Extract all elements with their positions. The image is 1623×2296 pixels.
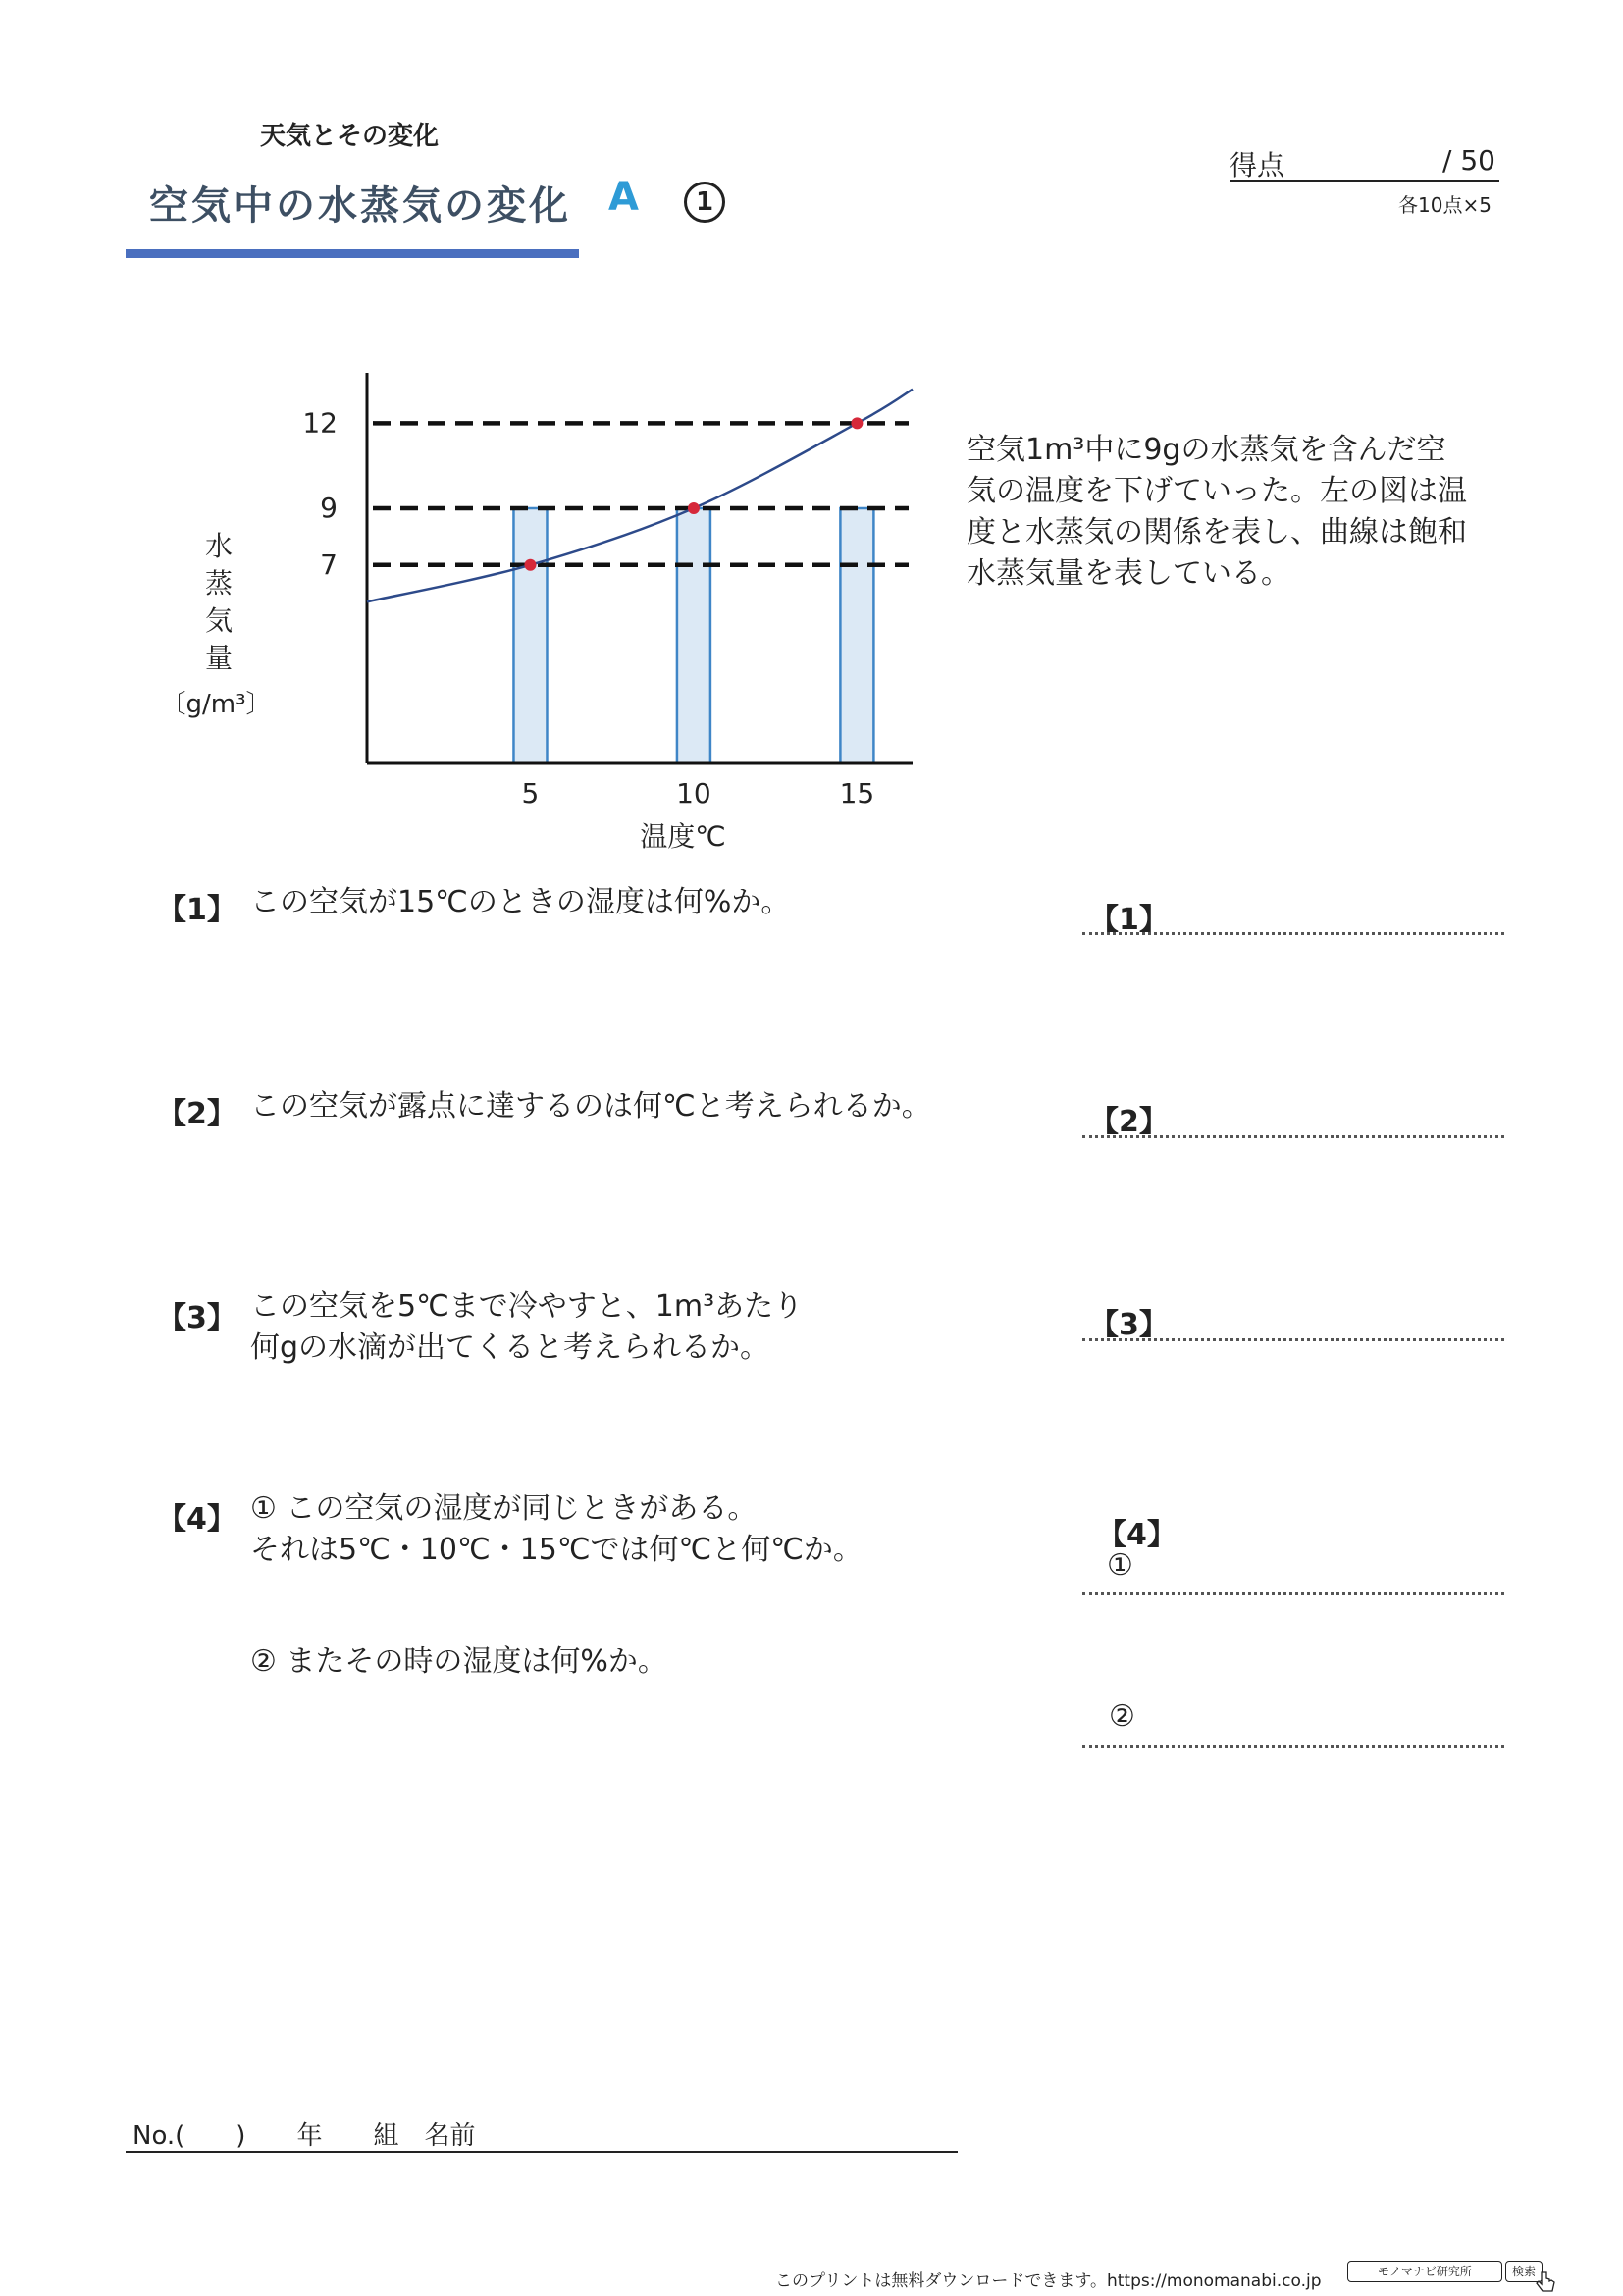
question-3-number: 【3】 [157,1301,236,1335]
x-axis-label: 温度℃ [640,820,726,853]
question-2-text: この空気が露点に達するのは何℃と考えられるか。 [250,1089,931,1123]
answer-3-field[interactable] [1082,1338,1504,1341]
title-underline [126,249,579,258]
x-tick-label-5: 5 [521,777,540,809]
description-line: 空気1m³中に9gの水蒸気を含んだ空 [967,433,1446,467]
search-button[interactable]: 検索 [1505,2261,1543,2282]
score-box [1230,142,1499,182]
description-line: 度と水蒸気の関係を表し、曲線は飽和 [967,515,1467,549]
download-note: このプリントは無料ダウンロードできます。https://monomanabi.co.jp [775,2271,1322,2291]
site-logo[interactable]: モノマナビ研究所 [1347,2261,1502,2282]
answer-4-1-mark: ① [1107,1548,1133,1583]
question-1-number: 【1】 [157,893,236,927]
name-field-label: No.( ) 年 組 名前 [132,2121,476,2151]
answer-1-field[interactable] [1082,932,1504,935]
data-point-15 [851,417,863,429]
question-4-text: ① この空気の湿度が同じときがある。 それは5℃・10℃・15℃では何℃と何℃か。 [250,1491,863,1567]
answer-2-label: 【2】 [1089,1105,1169,1139]
score-label: 得点 [1230,149,1285,182]
answer-4-label: 【4】 [1097,1518,1177,1552]
name-field-line[interactable] [126,2151,958,2153]
saturation-curve [367,390,913,602]
saturation-chart [147,373,932,863]
score-note: 各10点×5 [1398,193,1492,217]
level-badge: A [608,175,639,220]
y-tick-label-7: 7 [320,548,338,581]
y-axis-label-char: 気 [204,604,234,637]
subject-label: 天気とその変化 [260,122,440,151]
y-axis-label-char: 量 [204,642,234,674]
answer-1-label: 【1】 [1089,903,1169,937]
question-1-text: この空気が15℃のときの湿度は何%か。 [250,885,791,919]
x-tick-label-10: 10 [676,777,711,809]
bar-10 [677,508,710,763]
description-line: 水蒸気量を表している。 [967,556,1290,591]
problem-description [967,430,1496,595]
pointer-hand-icon [1535,2270,1558,2296]
data-point-5 [524,559,536,571]
question-4-number: 【4】 [157,1502,236,1537]
bar-15 [840,508,873,763]
data-point-10 [688,502,700,514]
score-total: / 50 [1442,144,1495,177]
answer-4-2-field[interactable] [1082,1745,1504,1748]
y-tick-label-12: 12 [302,406,338,440]
answer-4-2-mark: ② [1109,1699,1135,1734]
page-title: 空気中の水蒸気の変化 [149,183,571,229]
y-axis-unit: 〔g/m³〕 [160,690,272,719]
question-3-text: この空気を5℃まで冷やすと、1m³あたり 何gの水滴が出てくると考えられるか。 [250,1289,804,1365]
y-axis-label-char: 水 [204,530,234,562]
answer-4-1-field[interactable] [1082,1592,1504,1595]
description-line: 気の温度を下げていった。左の図は温 [967,474,1467,508]
y-axis-label-char: 蒸 [204,567,234,600]
answer-2-field[interactable] [1082,1135,1504,1138]
x-tick-label-15: 15 [839,777,875,809]
question-2-number: 【2】 [157,1097,236,1131]
answer-3-label: 【3】 [1089,1308,1169,1342]
question-4-sub2: ② またその時の湿度は何%か。 [250,1644,667,1679]
sheet-number: 1 [684,182,725,223]
bar-5 [513,508,547,763]
y-tick-label-9: 9 [320,492,338,524]
